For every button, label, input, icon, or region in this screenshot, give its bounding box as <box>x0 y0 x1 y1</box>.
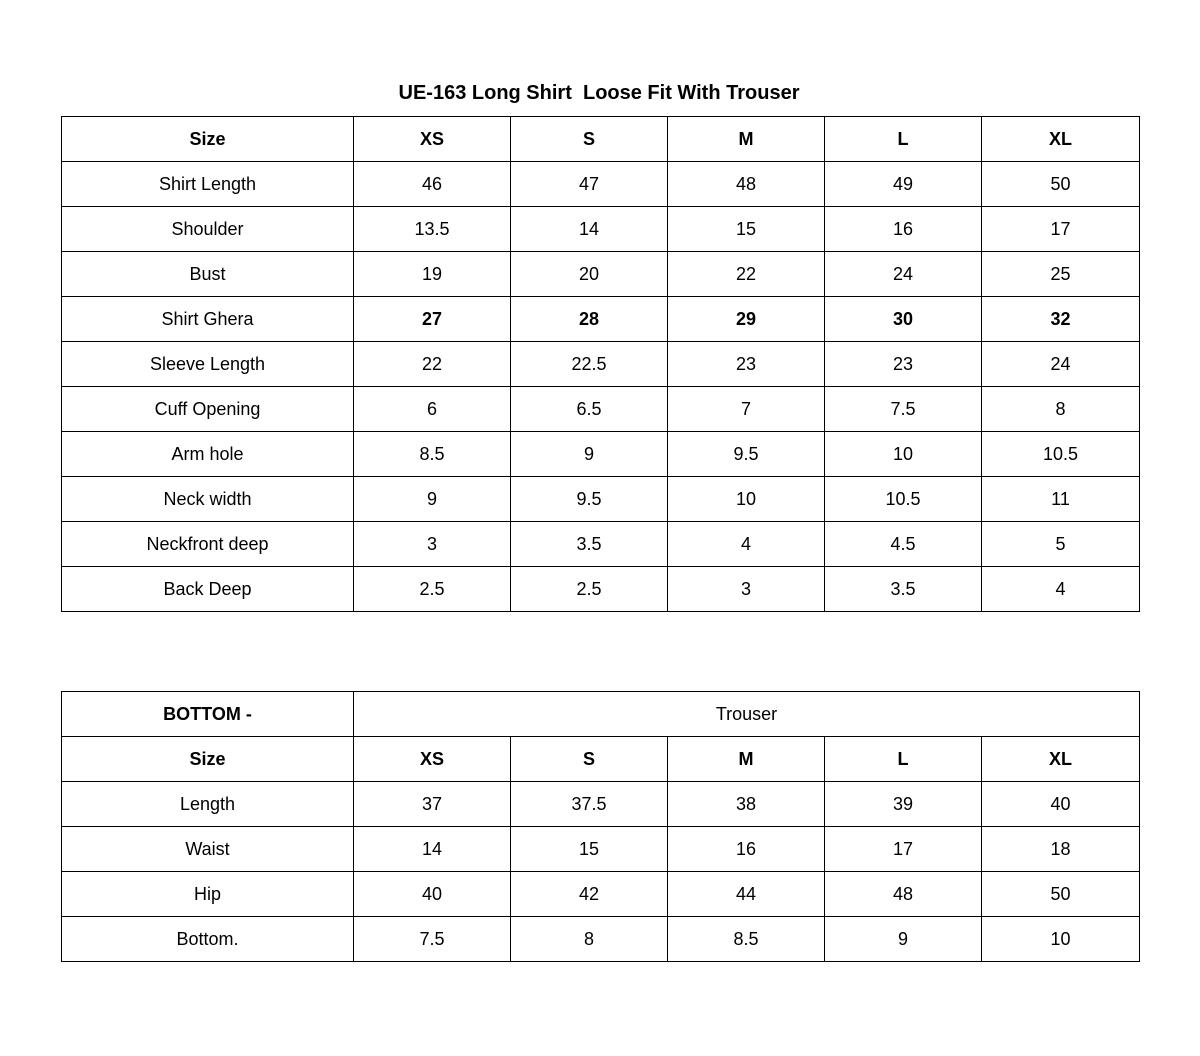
table-cell: 16 <box>668 827 825 872</box>
row-label: Neckfront deep <box>62 522 354 567</box>
table-cell: 32 <box>982 297 1140 342</box>
row-label: Waist <box>62 827 354 872</box>
table-row <box>62 827 1140 872</box>
table-cell: 42 <box>511 872 668 917</box>
table-cell: 10 <box>825 432 982 477</box>
table-cell: 22 <box>354 342 511 387</box>
table-cell: 6.5 <box>511 387 668 432</box>
section-value: Trouser <box>354 692 1140 737</box>
table-cell: 8.5 <box>668 917 825 962</box>
table-cell: 23 <box>825 342 982 387</box>
table-cell: 48 <box>825 872 982 917</box>
row-label: Neck width <box>62 477 354 522</box>
table-cell: 13.5 <box>354 207 511 252</box>
table-row <box>62 872 1140 917</box>
header-cell-xl: XL <box>982 737 1140 782</box>
table-row <box>62 207 1140 252</box>
row-label: Back Deep <box>62 567 354 612</box>
table-cell: 4 <box>982 567 1140 612</box>
table-cell: 24 <box>982 342 1140 387</box>
table-row <box>62 252 1140 297</box>
header-cell-s: S <box>511 117 668 162</box>
table-cell: 8 <box>511 917 668 962</box>
table-cell: 17 <box>825 827 982 872</box>
table-cell: 25 <box>982 252 1140 297</box>
table-cell: 18 <box>982 827 1140 872</box>
table-row <box>62 432 1140 477</box>
header-cell-size: Size <box>62 117 354 162</box>
table-cell: 7.5 <box>825 387 982 432</box>
row-label: Arm hole <box>62 432 354 477</box>
table-cell: 2.5 <box>511 567 668 612</box>
row-label: Bottom. <box>62 917 354 962</box>
table-cell: 8.5 <box>354 432 511 477</box>
table-cell: 7.5 <box>354 917 511 962</box>
table-cell: 15 <box>668 207 825 252</box>
table-cell: 40 <box>354 872 511 917</box>
table-cell: 10 <box>982 917 1140 962</box>
row-label: Shirt Ghera <box>62 297 354 342</box>
table-cell: 14 <box>354 827 511 872</box>
table-cell: 8 <box>982 387 1140 432</box>
section-label: BOTTOM - <box>62 692 354 737</box>
table-cell: 37 <box>354 782 511 827</box>
table-cell: 3 <box>354 522 511 567</box>
header-cell-m: M <box>668 117 825 162</box>
table-row <box>62 782 1140 827</box>
table-cell: 2.5 <box>354 567 511 612</box>
row-label: Shoulder <box>62 207 354 252</box>
header-cell-xs: XS <box>354 117 511 162</box>
table-cell: 9 <box>825 917 982 962</box>
shirt-size-table <box>61 116 1140 612</box>
header-cell-s: S <box>511 737 668 782</box>
table-cell: 40 <box>982 782 1140 827</box>
table-cell: 5 <box>982 522 1140 567</box>
table-cell: 37.5 <box>511 782 668 827</box>
row-label: Shirt Length <box>62 162 354 207</box>
table-cell: 3.5 <box>511 522 668 567</box>
section-row <box>62 692 1140 737</box>
table-cell: 50 <box>982 162 1140 207</box>
table-cell: 9.5 <box>668 432 825 477</box>
table-cell: 39 <box>825 782 982 827</box>
table-cell: 4 <box>668 522 825 567</box>
table-header-row <box>62 737 1140 782</box>
table-cell: 20 <box>511 252 668 297</box>
table-cell: 38 <box>668 782 825 827</box>
table-cell: 27 <box>354 297 511 342</box>
header-cell-xs: XS <box>354 737 511 782</box>
header-cell-l: L <box>825 117 982 162</box>
header-cell-size: Size <box>62 737 354 782</box>
header-cell-xl: XL <box>982 117 1140 162</box>
row-label: Hip <box>62 872 354 917</box>
table-cell: 22.5 <box>511 342 668 387</box>
table-cell: 50 <box>982 872 1140 917</box>
table-cell: 10 <box>668 477 825 522</box>
table-cell: 30 <box>825 297 982 342</box>
table-row <box>62 387 1140 432</box>
table-cell: 10.5 <box>825 477 982 522</box>
table-cell: 47 <box>511 162 668 207</box>
table-cell: 3 <box>668 567 825 612</box>
table-cell: 15 <box>511 827 668 872</box>
table-cell: 28 <box>511 297 668 342</box>
table-cell: 22 <box>668 252 825 297</box>
table-cell: 48 <box>668 162 825 207</box>
table-cell: 44 <box>668 872 825 917</box>
table-row <box>62 342 1140 387</box>
table-cell: 4.5 <box>825 522 982 567</box>
row-label: Length <box>62 782 354 827</box>
table-row <box>62 477 1140 522</box>
table-cell: 29 <box>668 297 825 342</box>
table-cell: 9 <box>354 477 511 522</box>
table-row <box>62 162 1140 207</box>
header-cell-m: M <box>668 737 825 782</box>
table-cell: 14 <box>511 207 668 252</box>
table-cell: 9 <box>511 432 668 477</box>
row-label: Bust <box>62 252 354 297</box>
table-row <box>62 297 1140 342</box>
row-label: Sleeve Length <box>62 342 354 387</box>
table-cell: 49 <box>825 162 982 207</box>
table-cell: 16 <box>825 207 982 252</box>
table-row <box>62 567 1140 612</box>
table-cell: 6 <box>354 387 511 432</box>
table-cell: 17 <box>982 207 1140 252</box>
trouser-size-table <box>61 691 1140 962</box>
table-cell: 3.5 <box>825 567 982 612</box>
page-title: UE-163 Long Shirt Loose Fit With Trouser <box>398 82 800 104</box>
table-cell: 11 <box>982 477 1140 522</box>
row-label: Cuff Opening <box>62 387 354 432</box>
table-cell: 9.5 <box>511 477 668 522</box>
table-cell: 24 <box>825 252 982 297</box>
table-cell: 19 <box>354 252 511 297</box>
table-cell: 46 <box>354 162 511 207</box>
table-header-row <box>62 117 1140 162</box>
table-cell: 7 <box>668 387 825 432</box>
table-row <box>62 522 1140 567</box>
table-row <box>62 917 1140 962</box>
table-cell: 10.5 <box>982 432 1140 477</box>
header-cell-l: L <box>825 737 982 782</box>
table-cell: 23 <box>668 342 825 387</box>
